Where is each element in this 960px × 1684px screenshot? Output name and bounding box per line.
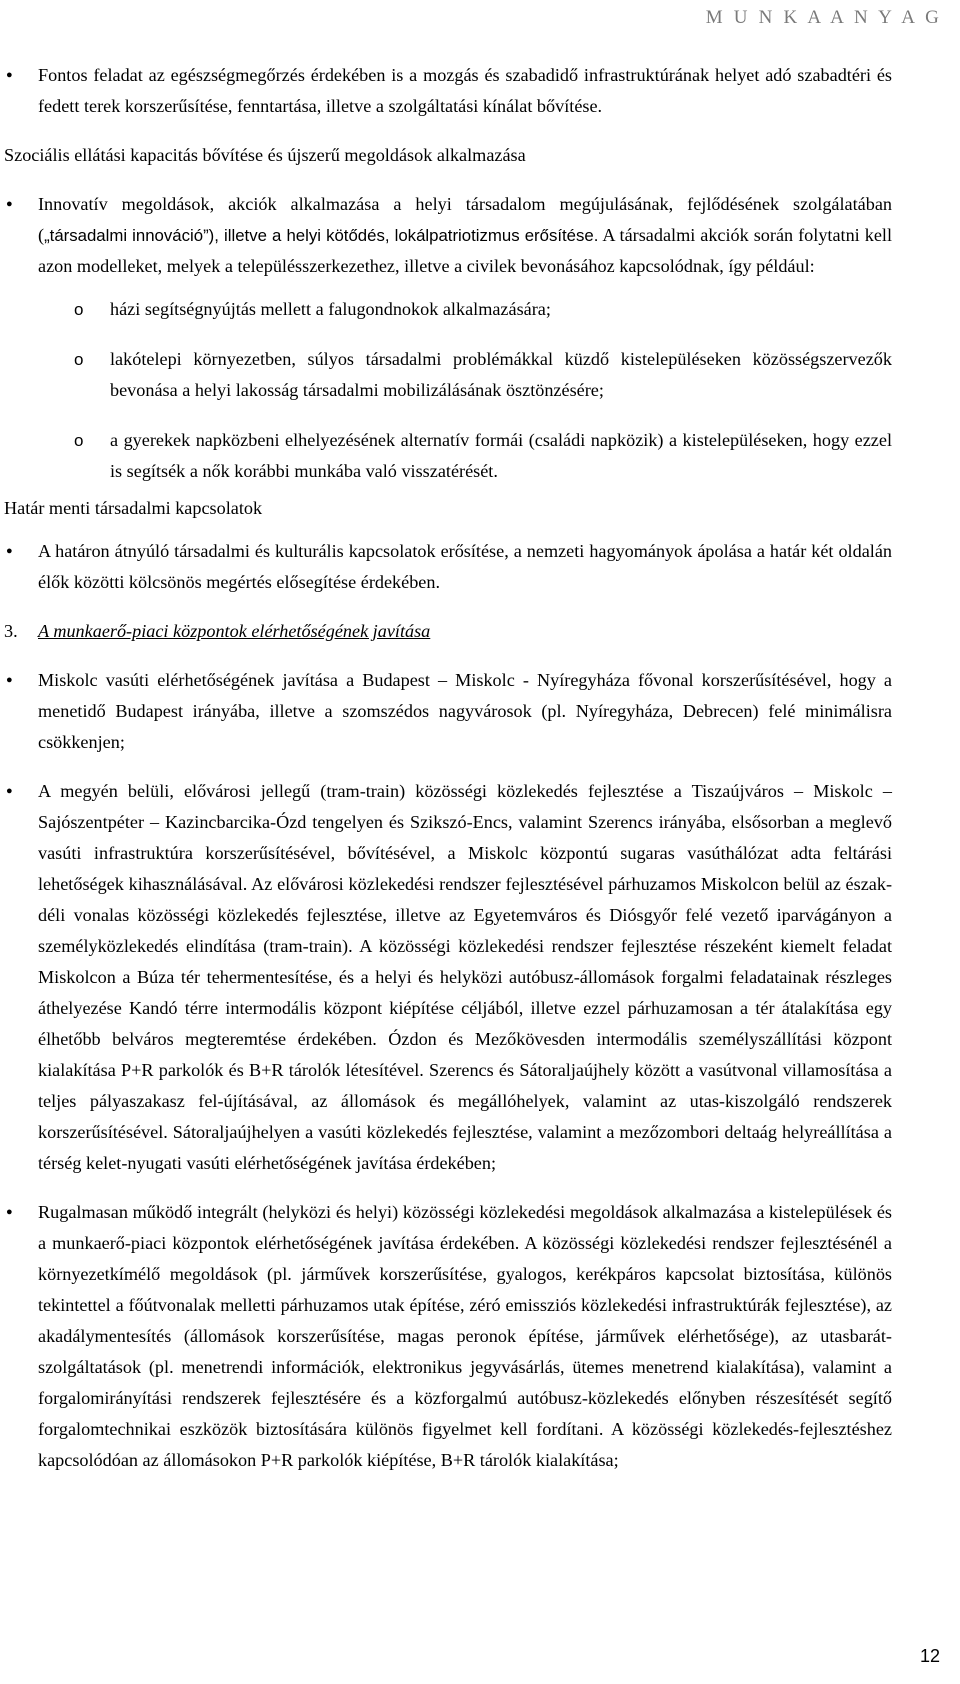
document-header: M U N K A A N Y A G (705, 7, 942, 28)
bullet-paragraph: ● Fontos feladat az egészségmegőrzés érdekében is a mozgás és szabadidő infrastruktúrának helyet adó szabadtéri és fedett terek korszerűsítése, fenntartása, illetve a szolgáltatási kínálat bővítése. (4, 60, 892, 122)
section-heading: Határ menti társadalmi kapcsolatok (4, 498, 263, 518)
sub-list-item: o lakótelepi környezetben, súlyos társadalmi problémákkal küzdő kistelepüléseken közösségszervezők bevonása a helyi lakosság társadalmi mobilizálásának ösztönzésére; (4, 344, 892, 406)
bullet-paragraph (4, 189, 892, 282)
section-heading: Szociális ellátási kapacitás bővítése és újszerű megoldások alkalmazása (4, 145, 526, 165)
paragraph-text: A társadalmi akciók során folytatni kell azon modelleket, melyek a településszerkezethez, illetve a civilek bevonásához kapcsolódnak, így például: (38, 225, 892, 276)
bullet-paragraph: ● A határon átnyúló társadalmi és kulturális kapcsolatok erősítése, a nemzeti hagyományok ápolása a határ két oldalán élők közötti kölcsönös megértés elősegítése érdekében. (4, 536, 892, 598)
page-number: 12 (919, 1646, 940, 1666)
section-title: A munkaerő-piaci központok elérhetőségének javítása (38, 621, 431, 641)
sub-list-item: o a gyerekek napközbeni elhelyezésének alternatív formái (családi napközik) a kistelepüléseken, hogy ezzel is segítsék a nők korábbi munkába való visszatérését. (4, 425, 892, 487)
numbered-section-title (4, 616, 892, 647)
paragraph-text: Innovatív megoldások, akciók alkalmazása a helyi társadalom megújulásának, fejlődésének szolgálatában ( (38, 194, 892, 245)
document-body (4, 60, 892, 1476)
section-number: 3. (4, 621, 18, 641)
paragraph-text-sans: „társadalmi innováció”), illetve a helyi kötődés, lokálpatriotizmus erősítése. (44, 226, 599, 245)
bullet-paragraph: ● Rugalmasan működő integrált (helyközi és helyi) közösségi közlekedési megoldások alkalmazása a kistelepülések és a munkaerő-piaci központok elérhetőségének javítása érdekében. A közösségi közlekedési rendszer fejlesztésénél a környezetkímélő megoldások (pl. járművek korszerűsítése, gyalogos, kerékpáros kapcsolat biztosítása, különös tekintettel a főútvonalak melletti párhuzamos utak építése, zéró emissziós közlekedési infrastruktúrák fejlesztése), az akadálymentesítés (állomások korszerűsítése, magas peronok építése, járművek elérhetősége), az utasbarát-szolgáltatások (pl. menetrendi információk, elektronikus jegyvásárlás, ütemes menetrend kialakítása), valamint a forgalomirányítási rendszerek fejlesztésére és a közforgalmú autóbusz-közlekedés előnyben részesítését segítő forgalomtechnikai eszközök biztosítására különös figyelmet kell fordítani. A közösségi közlekedés-fejlesztéshez kapcsolódóan az állomásokon P+R parkolók kiépítése, B+R tárolók kialakítása; (4, 1197, 892, 1476)
bullet-paragraph: ● Miskolc vasúti elérhetőségének javítása a Budapest – Miskolc - Nyíregyháza fővonal korszerűsítésével, hogy a menetidő Budapest irányába, illetve a szomszédos nagyvárosok (pl. Nyíregyháza, Debrecen) felé minimálisra csökkenjen; (4, 665, 892, 758)
bullet-paragraph: ● A megyén belüli, elővárosi jellegű (tram-train) közösségi közlekedés fejlesztése a Tiszaújváros – Miskolc – Sajószentpéter – Kazincbarcika-Ózd tengelyen és Szikszó-Encs, valamint Szerencs irányába, elsősorban a meglevő vasúti infrastruktúra korszerűsítésével, bővítésével, a Miskolc központú sugaras vasúthálózat adta feltárási lehetőségek kihasználásával. Az elővárosi közlekedési rendszer fejlesztésével párhuzamos Miskolcon belül az észak-déli vonalas közösségi közlekedés fejlesztése, illetve az Egyetemváros és Diósgyőr felé vezető iparvágányon a személyközlekedés elindítása (tram-train). A közösségi közlekedési rendszer fejlesztése részeként kiemelt feladat Miskolcon a Búza tér tehermentesítése, és a helyi és helyközi autóbusz-állomások forgalmi feladatainak részleges áthelyezése Kandó térre intermodális központ kiépítése céljából, illetve ezzel párhuzamosan a tér átalakítása egy élhetőbb belváros megteremtése érdekében. Ózdon és Mezőkövesden intermodális személyszállítási központ kialakítása P+R parkolók és B+R tárolók létesítével. Szerencs és Sátoraljaújhely között a vasútvonal villamosítása a teljes pályaszakasz fel-újításával, az állomások és megállóhelyek, valamint az utas-kiszolgáló rendszerek korszerűsítésével. Sátoraljaújhelyen a vasúti közlekedés fejlesztése, valamint a mezőzombori deltaág helyreállítása a térség kelet-nyugati vasúti elérhetőségének javítása érdekében; (4, 776, 892, 1179)
sub-list-item: o házi segítségnyújtás mellett a falugondnokok alkalmazására; (4, 294, 892, 325)
